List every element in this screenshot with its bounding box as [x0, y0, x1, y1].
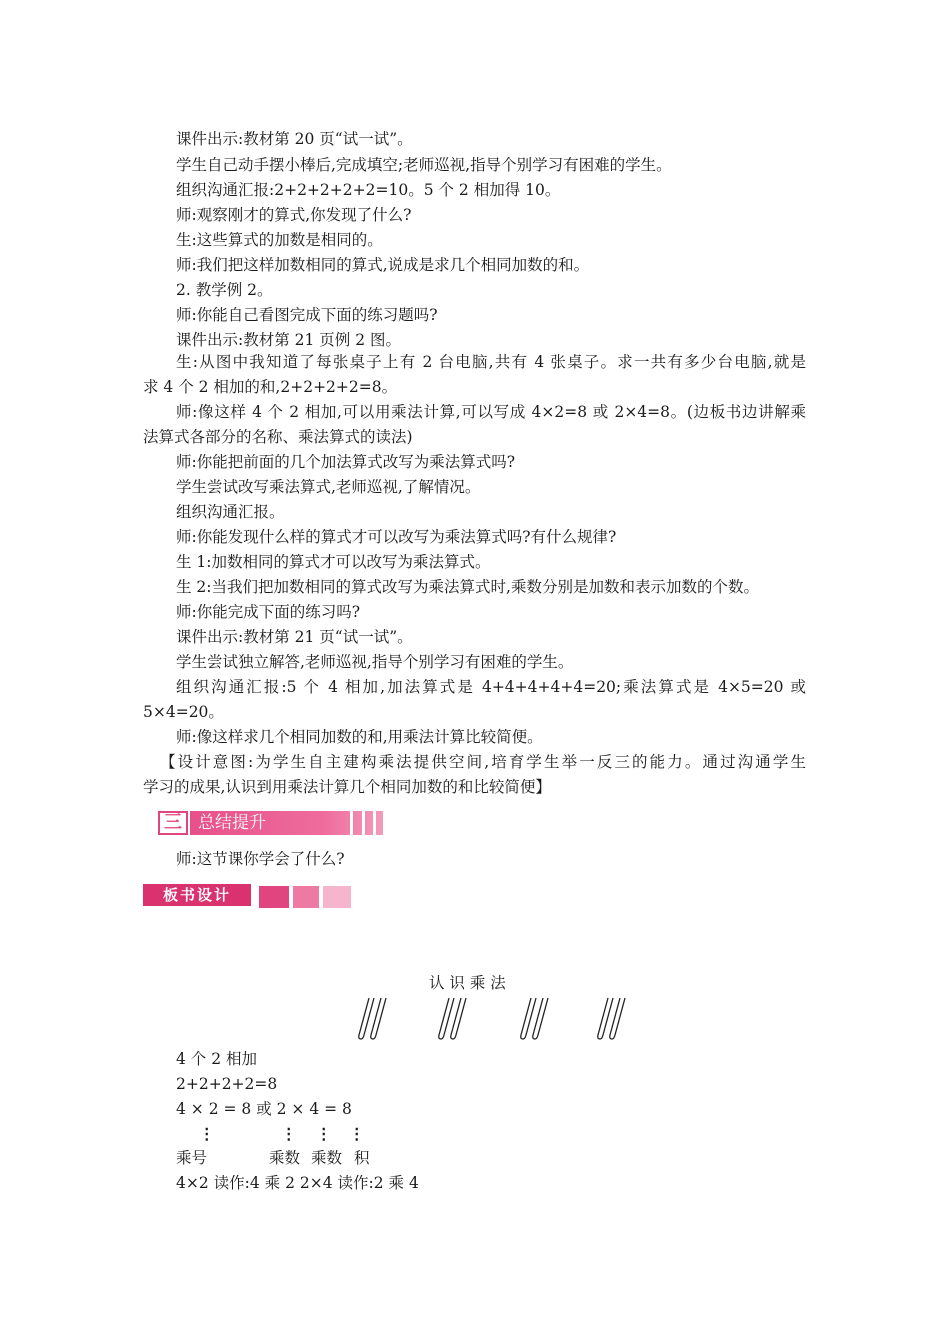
text-line: 5×4=20。 — [143, 703, 224, 721]
connector-dots: ⋮ — [349, 1124, 365, 1143]
decor-square — [259, 886, 289, 908]
board-line: 4 × 2 = 8 或 2 × 4 = 8 — [176, 1100, 352, 1118]
design-intent-line: 学习的成果,认识到用乘法计算几个相同加数的和比较简便】 — [143, 778, 551, 796]
text-line: 师:我们把这样加数相同的算式,说成是求几个相同加数的和。 — [176, 256, 590, 274]
label-multiply-sign: 乘号 — [176, 1149, 208, 1167]
label-factor: 乘数 — [269, 1149, 301, 1167]
section-header — [158, 811, 383, 835]
text-line: 师:像这样 4 个 2 相加,可以用乘法计算,可以写成 4×2=8 或 2×4=8。(边板书边讲解乘 — [176, 403, 806, 421]
design-intent-line: 【设计意图:为学生自主建构乘法提供空间,培育学生举一反三的能力。通过沟通学生 — [160, 753, 806, 771]
section-title: 总结提升 — [198, 813, 266, 833]
text-line: 师:你能把前面的几个加法算式改写为乘法算式吗? — [176, 453, 516, 471]
label-factor: 乘数 — [311, 1149, 343, 1167]
sticks-illustration — [355, 995, 635, 1041]
decor-square — [323, 886, 351, 908]
stripe-decoration — [350, 811, 353, 835]
text-line: 师:你能自己看图完成下面的练习题吗? — [176, 306, 438, 324]
decor-square — [293, 886, 319, 908]
stripe-decoration — [362, 811, 365, 835]
section-title-bar — [190, 811, 383, 835]
board-line: 4×2 读作:4 乘 2 2×4 读作:2 乘 4 — [176, 1174, 419, 1192]
stripe-decoration — [373, 811, 376, 835]
connector-dots: ⋮ — [316, 1124, 332, 1143]
text-line: 课件出示:教材第 21 页“试一试”。 — [176, 628, 413, 646]
connector-dots: ⋮ — [199, 1124, 215, 1143]
text-line: 课件出示:教材第 21 页例 2 图。 — [176, 331, 402, 349]
text-line: 法算式各部分的名称、乘法算式的读法) — [143, 428, 413, 446]
stick-pair — [359, 998, 386, 1039]
connector-dots: ⋮ — [281, 1124, 297, 1143]
stick-pair — [598, 998, 625, 1039]
text-line: 师:你能完成下面的练习吗? — [176, 603, 361, 621]
text-line: 课件出示:教材第 20 页“试一试”。 — [176, 130, 413, 148]
summary-line: 师:这节课你学会了什么? — [176, 850, 345, 868]
text-line: 2. 教学例 2。 — [176, 281, 273, 299]
text-line: 组织沟通汇报:2+2+2+2+2=10。5 个 2 相加得 10。 — [176, 181, 561, 199]
text-line: 生 1:加数相同的算式才可以改写为乘法算式。 — [176, 553, 491, 571]
text-line: 学生尝试独立解答,老师巡视,指导个别学习有困难的学生。 — [176, 653, 574, 671]
stick-pair — [439, 998, 466, 1039]
text-line: 组织沟通汇报:5 个 4 相加,加法算式是 4+4+4+4+4=20;乘法算式是 4×5=20 或 — [176, 678, 806, 696]
text-line: 师:像这样求几个相同加数的和,用乘法计算比较简便。 — [176, 728, 543, 746]
text-line: 师:观察刚才的算式,你发现了什么? — [176, 206, 412, 224]
text-line: 学生自己动手摆小棒后,完成填空;老师巡视,指导个别学习有困难的学生。 — [176, 156, 672, 174]
text-line: 求 4 个 2 相加的和,2+2+2+2=8。 — [143, 378, 398, 396]
text-line: 生:这些算式的加数是相同的。 — [176, 231, 383, 249]
board-line: 2+2+2+2=8 — [176, 1075, 278, 1093]
stick-pair — [521, 998, 548, 1039]
text-line: 师:你能发现什么样的算式才可以改写为乘法算式吗?有什么规律? — [176, 528, 617, 546]
text-line: 生:从图中我知道了每张桌子上有 2 台电脑,共有 4 张桌子。求一共有多少台电脑,就是 — [176, 353, 806, 371]
board-design-label: 板书设计 — [143, 884, 251, 906]
board-title: 认 识 乘 法 — [429, 974, 506, 992]
text-line: 学生尝试改写乘法算式,老师巡视,了解情况。 — [176, 478, 481, 496]
board-line: 4 个 2 相加 — [176, 1050, 258, 1068]
label-product: 积 — [354, 1149, 370, 1167]
section-number: 三 — [158, 811, 188, 835]
text-line: 生 2:当我们把加数相同的算式改写为乘法算式时,乘数分别是加数和表示加数的个数。 — [176, 578, 759, 596]
text-line: 组织沟通汇报。 — [176, 503, 285, 521]
